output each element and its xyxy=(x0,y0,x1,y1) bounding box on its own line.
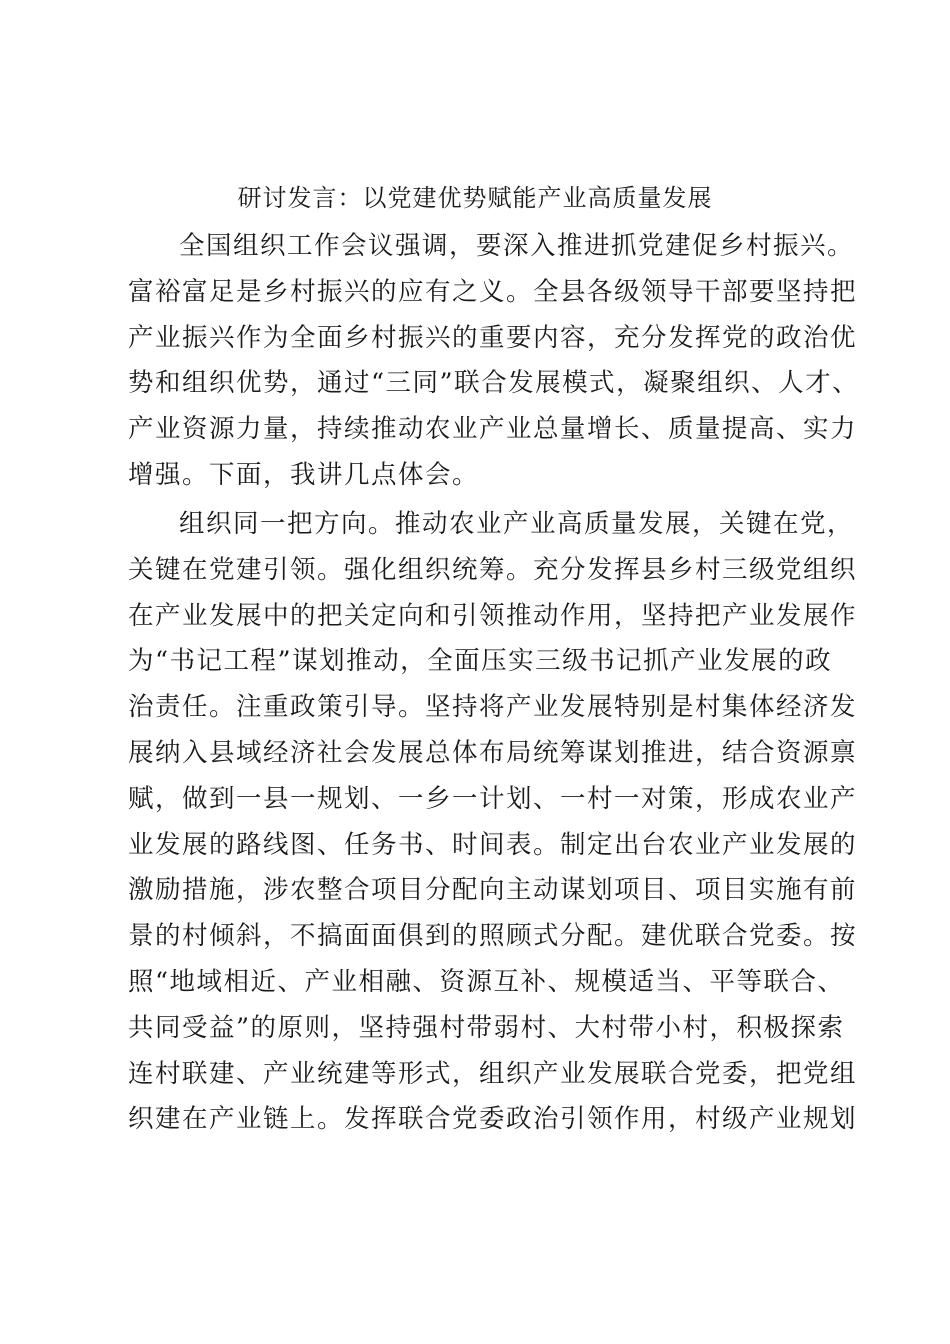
text-line: 激励措施，涉农整合项目分配向主动谋划项目、项目实施有前 xyxy=(128,875,858,906)
text-line: 为“书记工程”谋划推动，全面压实三级书记抓产业发展的政 xyxy=(128,646,833,677)
text-line: 织建在产业链上。发挥联合党委政治引领作用，村级产业规划 xyxy=(128,1104,858,1135)
text-line: 组织同一把方向。推动农业产业高质量发展，关键在党， xyxy=(179,509,855,539)
text-line: 富裕富足是乡村振兴的应有之义。全县各级领导干部要坚持把 xyxy=(128,276,858,307)
document-title: 研讨发言：以党建优势赋能产业高质量发展 xyxy=(237,184,713,212)
text-line: 连村联建、产业统建等形式，组织产业发展联合党委，把党组 xyxy=(128,1058,858,1089)
paragraph-organization xyxy=(128,502,858,1143)
text-line: 展纳入县域经济社会发展总体布局统筹谋划推进，结合资源禀 xyxy=(128,737,858,768)
text-line: 景的村倾斜，不搞面面俱到的照顾式分配。建优联合党委。按 xyxy=(128,921,858,952)
text-line: 全国组织工作会议强调，要深入推进抓党建促乡村振兴。 xyxy=(179,231,855,261)
paragraph-intro xyxy=(128,224,860,499)
text-line: 赋，做到一县一规划、一乡一计划、一村一对策，形成农业产 xyxy=(128,783,858,814)
text-line: 在产业发展中的把关定向和引领推动作用，坚持把产业发展作 xyxy=(128,600,858,631)
text-line: 关键在党建引领。强化组织统筹。充分发挥县乡村三级党组织 xyxy=(128,554,858,585)
text-line: 治责任。注重政策引导。坚持将产业发展特别是村集体经济发 xyxy=(128,692,858,723)
text-line: 共同受益”的原则，坚持强村带弱村、大村带小村，积极探索 xyxy=(128,1012,845,1043)
text-line: 势和组织优势，通过“三同”联合发展模式，凝聚组织、人才、 xyxy=(128,368,860,399)
text-line: 业发展的路线图、任务书、时间表。制定出台农业产业发展的 xyxy=(128,829,858,860)
text-line: 照“地域相近、产业相融、资源互补、规模适当、平等联合、 xyxy=(128,966,845,997)
text-line: 产业振兴作为全面乡村振兴的重要内容，充分发挥党的政治优 xyxy=(128,322,858,353)
text-line: 增强。下面，我讲几点体会。 xyxy=(128,459,480,490)
text-line: 产业资源力量，持续推动农业产业总量增长、质量提高、实力 xyxy=(128,414,858,445)
